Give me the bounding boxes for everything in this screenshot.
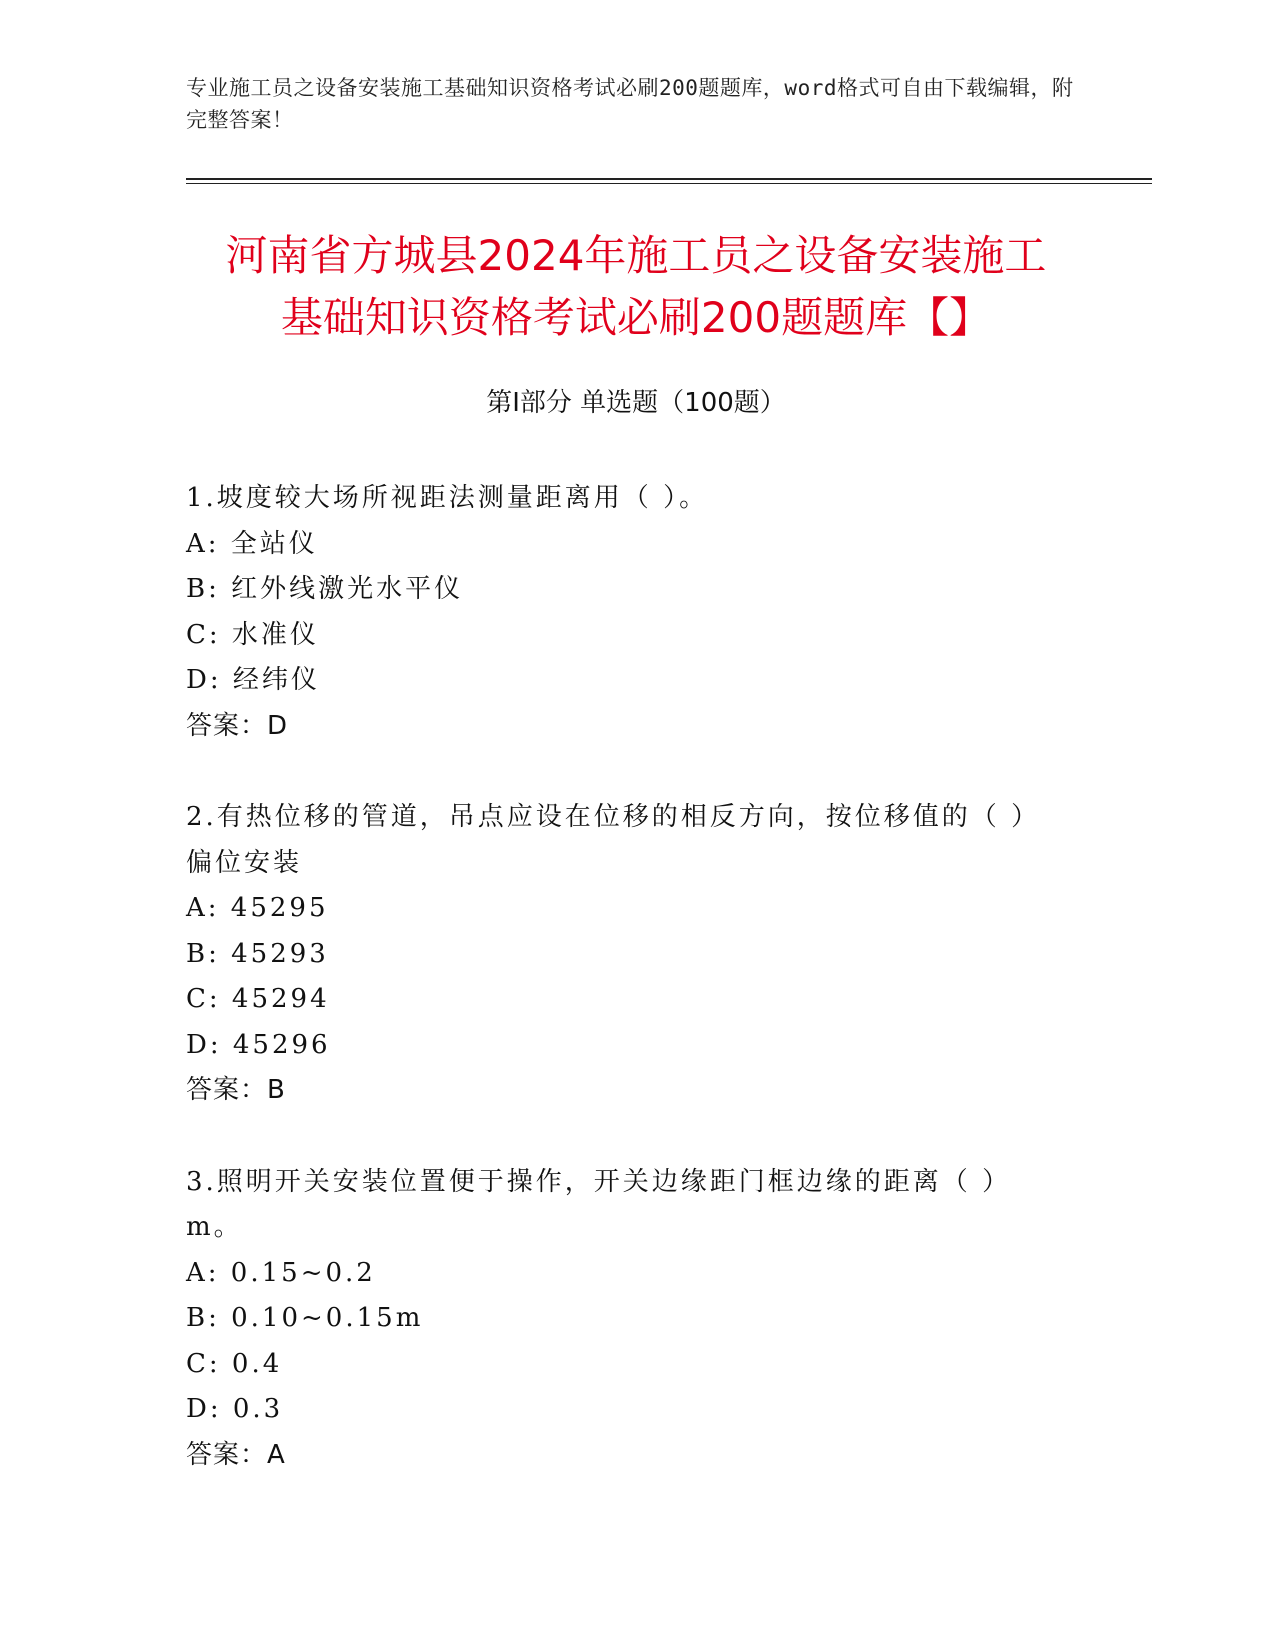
- answer-line: 答案：D: [186, 710, 289, 741]
- header-rule-thick: [186, 178, 1152, 180]
- option-a: A: 45295: [186, 893, 329, 923]
- question-item: [186, 476, 1066, 749]
- question-stem: 3.照明开关安装位置便于操作，开关边缘距门框边缘的距离（ ）m。: [186, 1166, 1012, 1242]
- header-rule-thin: [186, 183, 1152, 184]
- question-stem: 1.坡度较大场所视距法测量距离用（ ）。: [186, 483, 709, 513]
- option-a: A: 全站仪: [186, 528, 318, 559]
- answer-line: 答案：A: [186, 1439, 286, 1470]
- option-d: D: 经纬仪: [186, 665, 320, 695]
- section-heading: 第I部分 单选题（100题）: [486, 388, 786, 418]
- document-title: [186, 225, 1086, 349]
- answer-line: 答案：B: [186, 1075, 286, 1105]
- question-item: [186, 795, 1066, 1114]
- option-b: B: 45293: [186, 938, 329, 969]
- title-line-1: 河南省方城县2024年施工员之设备安装施工: [225, 231, 1047, 280]
- option-b: B: 红外线激光水平仪: [186, 574, 464, 604]
- option-c: C: 45294: [186, 984, 330, 1014]
- header-note: 专业施工员之设备安装施工基础知识资格考试必刷200题题库，word格式可自由下载编辑，附完整答案！: [186, 76, 1074, 132]
- question-stem: 2.有热位移的管道，吊点应设在位移的相反方向，按位移值的（ ）偏位安装: [186, 802, 1041, 878]
- title-line-2: 基础知识资格考试必刷200题题库【】: [280, 293, 992, 342]
- question-item: [186, 1160, 1066, 1479]
- option-b: B: 0.10~0.15m: [186, 1303, 424, 1333]
- option-a: A: 0.15~0.2: [186, 1257, 376, 1288]
- option-c: C: 水准仪: [186, 619, 319, 650]
- option-d: D: 45296: [186, 1029, 331, 1060]
- option-d: D: 0.3: [186, 1394, 284, 1424]
- question-list: [186, 476, 1066, 1524]
- option-c: C: 0.4: [186, 1348, 283, 1379]
